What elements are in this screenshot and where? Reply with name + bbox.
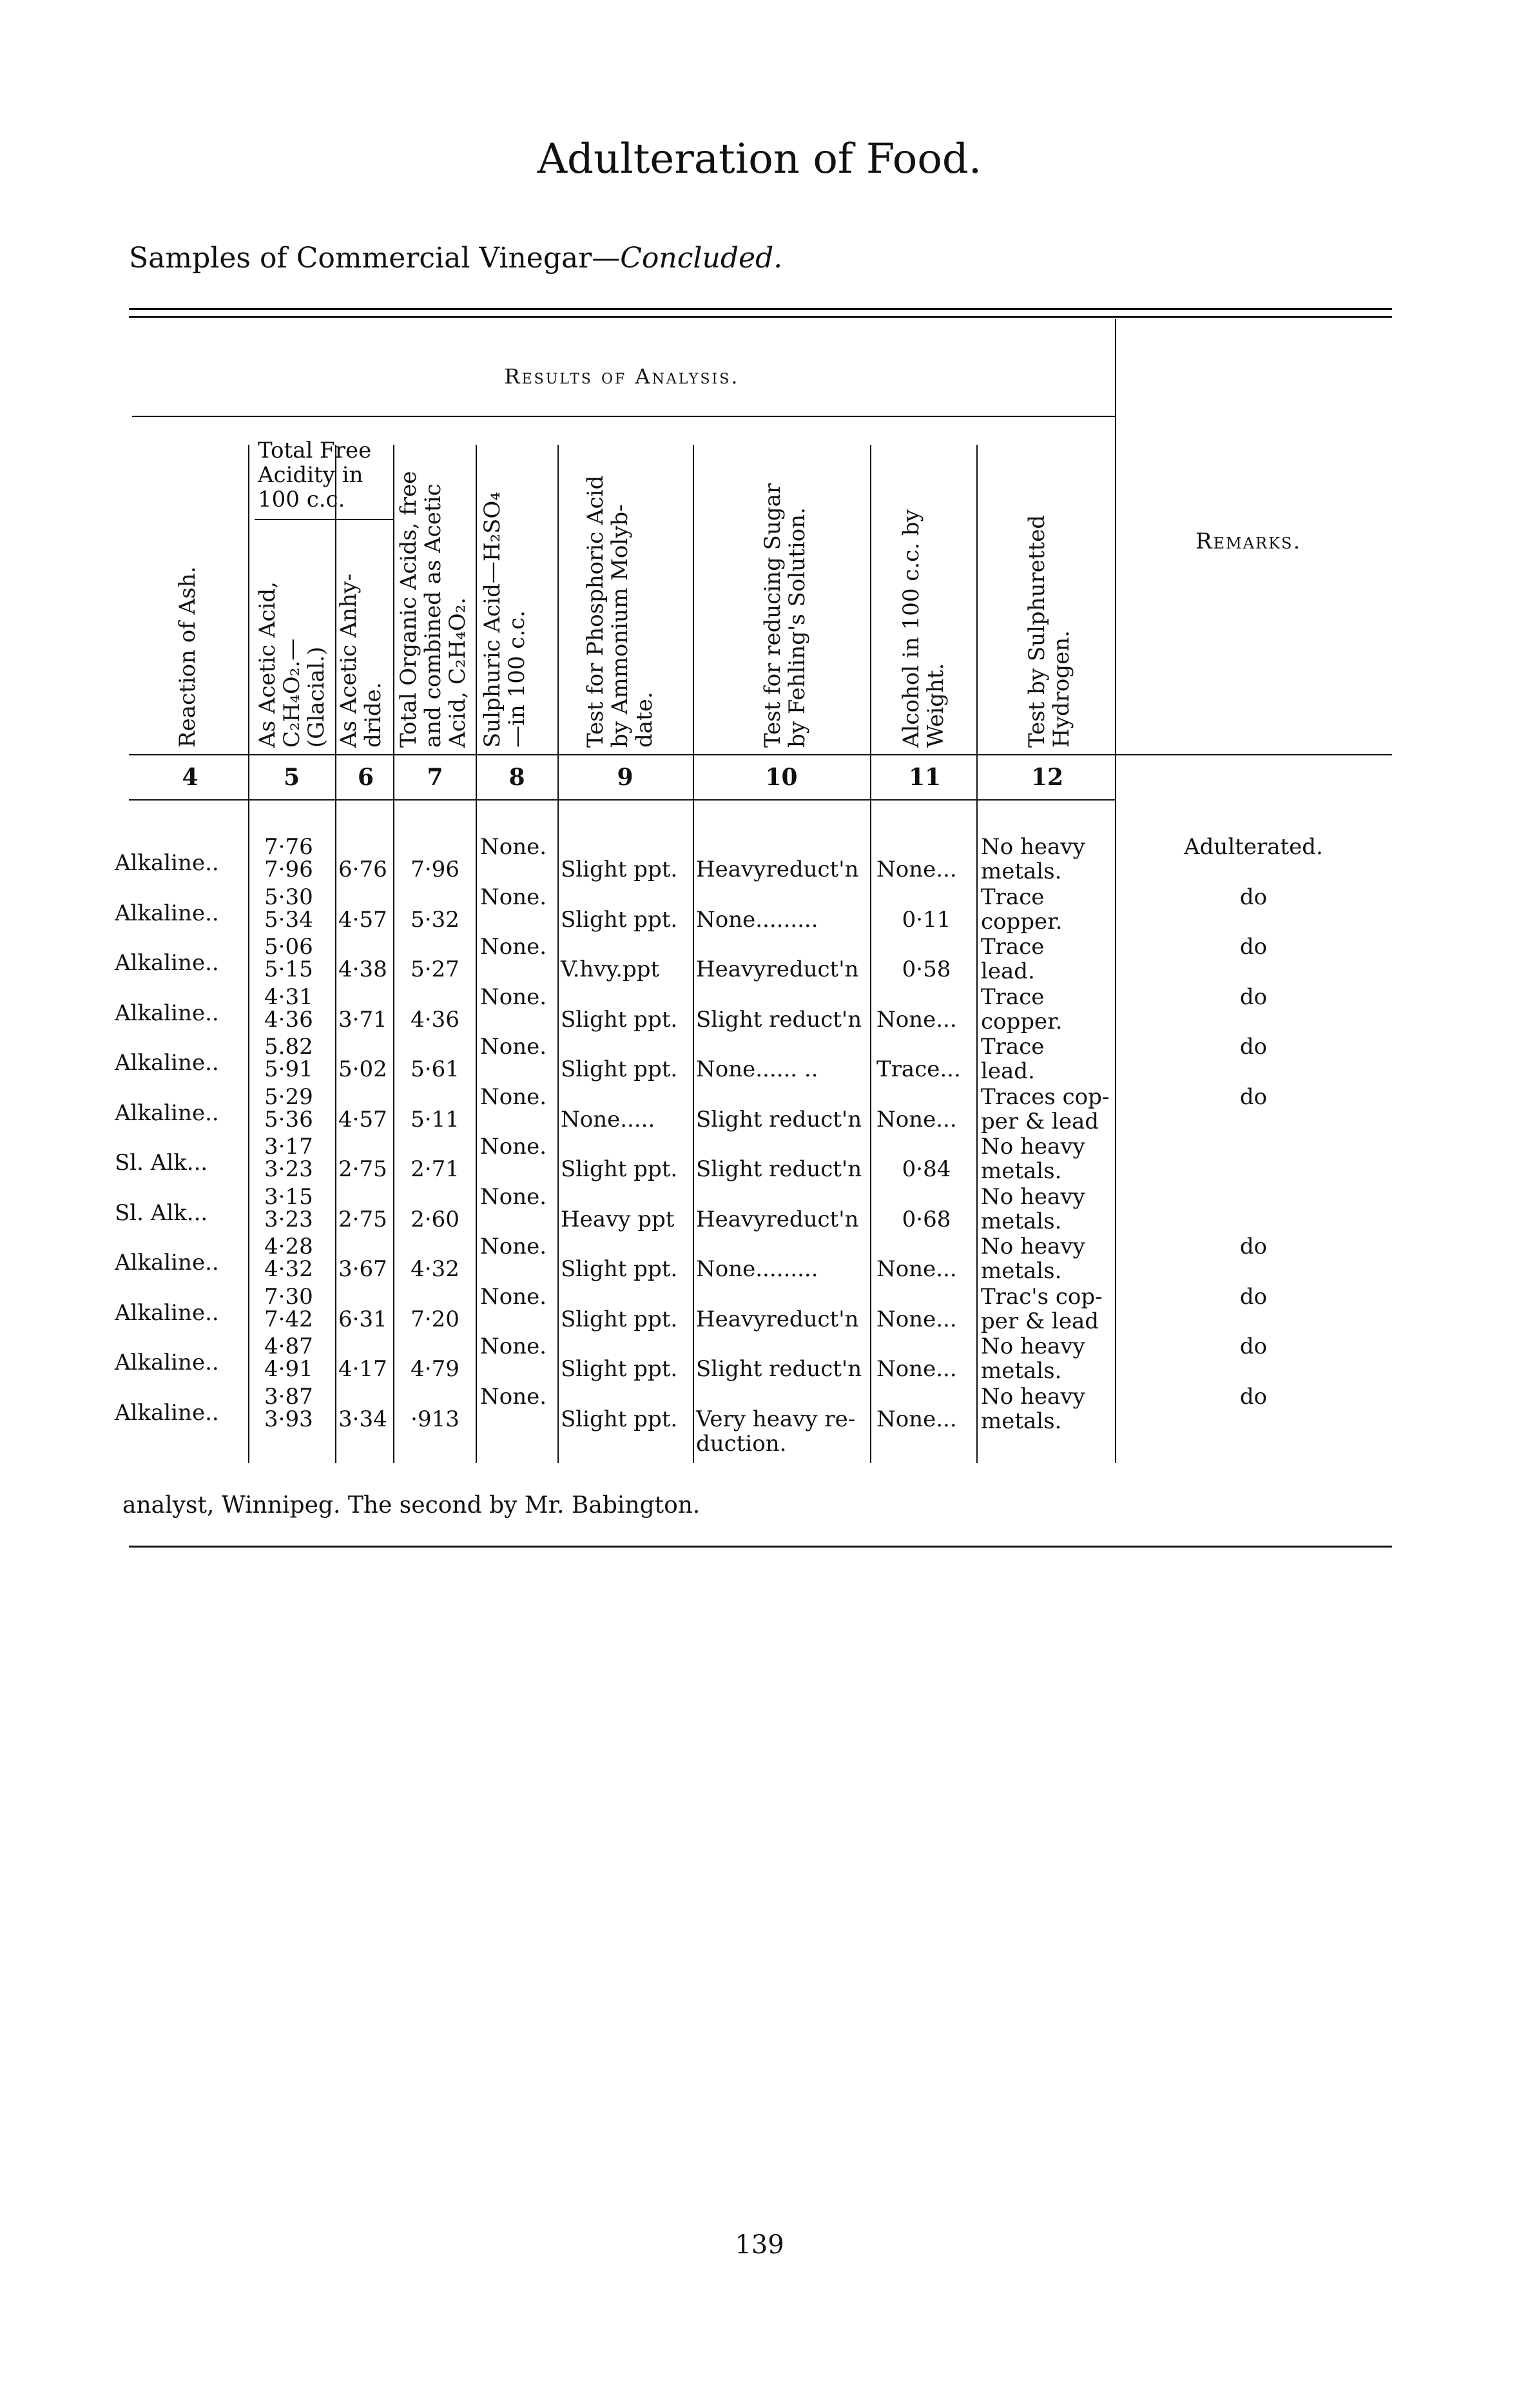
cell-acetic: 4·32 [264, 1256, 313, 1282]
cell-ash: Alkaline.. [115, 1050, 219, 1076]
header-acetic-anhydride: As Acetic Anhy- dride. [336, 574, 386, 748]
cell-phosphoric: Slight ppt. [561, 1356, 678, 1382]
cell-sugar: Slight reduct'n [696, 1106, 862, 1132]
header-reaction-of-ash: Reaction of Ash. [175, 566, 200, 748]
cell-acetic-top: 4·28 [264, 1234, 313, 1259]
cell-sugar: None......... [696, 1256, 818, 1282]
top-rule-2 [129, 316, 1392, 318]
cell-total-organic: 7·20 [411, 1306, 460, 1332]
cell-phosphoric: V.hvy.ppt [561, 956, 660, 982]
cell-total-organic: 4·32 [411, 1256, 460, 1282]
column-number: 12 [1030, 764, 1064, 791]
column-divider [557, 445, 559, 1463]
cell-phosphoric: Slight ppt. [561, 1306, 678, 1332]
cell-sulphuretted: No heavy metals. [981, 834, 1085, 884]
cell-alcohol: None... [876, 1306, 957, 1332]
cell-total-organic: ·913 [411, 1406, 460, 1432]
cell-anhydride: 2·75 [338, 1156, 387, 1182]
cell-anhydride: 4·17 [338, 1356, 387, 1382]
cell-sulphuric: None. [480, 1083, 547, 1110]
cell-ash: Alkaline.. [115, 1399, 219, 1426]
cell-ash: Sl. Alk... [115, 1150, 208, 1176]
column-divider [248, 445, 249, 1463]
column-divider [393, 445, 394, 1463]
cell-ash: Alkaline.. [115, 950, 219, 976]
cell-ash: Alkaline.. [115, 1350, 219, 1375]
cell-alcohol: None... [876, 1406, 957, 1432]
column-divider [976, 445, 978, 1463]
cell-sulphuric: None. [480, 884, 547, 910]
cell-alcohol: None... [876, 857, 957, 882]
cell-total-organic: 4·79 [411, 1356, 460, 1382]
cell-ash: Alkaline.. [115, 900, 219, 926]
cell-sugar: Heavyreduct'n [696, 1306, 859, 1332]
cell-acetic: 5·91 [264, 1056, 313, 1082]
acidity-subrule [255, 519, 393, 520]
cell-remarks: do [1239, 1234, 1268, 1259]
cell-sulphuretted: Traces cop- per & lead [981, 1083, 1110, 1134]
cell-sugar: Slight reduct'n [696, 1006, 862, 1033]
cell-anhydride: 6·76 [338, 857, 387, 882]
cell-alcohol: None... [876, 1256, 957, 1282]
cell-acetic-top: 5.82 [264, 1034, 313, 1060]
column-divider [870, 445, 871, 1463]
cell-remarks: do [1239, 984, 1268, 1010]
page-title: Adulteration of Food. [537, 135, 982, 183]
column-number: 7 [427, 764, 443, 791]
cell-sulphuretted: Trac's cop- per & lead [981, 1283, 1103, 1334]
column-number: 6 [357, 764, 374, 791]
cell-remarks: do [1239, 1334, 1268, 1359]
cell-sulphuric: None. [480, 1234, 547, 1259]
cell-sulphuric: None. [480, 984, 547, 1010]
header-reducing-sugar: Test for reducing Sugar by Fehling's Solution. [760, 483, 810, 748]
cell-sulphuric: None. [480, 934, 547, 960]
cell-acetic: 5·15 [264, 956, 313, 982]
cell-anhydride: 5·02 [338, 1056, 387, 1082]
cell-sulphuretted: No heavy metals. [981, 1383, 1085, 1434]
cell-phosphoric: Slight ppt. [561, 1256, 678, 1282]
cell-total-organic: 4·36 [411, 1006, 460, 1033]
cell-phosphoric: Slight ppt. [561, 1156, 678, 1182]
column-divider [693, 445, 694, 1463]
column-number: 11 [908, 764, 942, 791]
column-number: 10 [765, 764, 798, 791]
cell-phosphoric: Slight ppt. [561, 1006, 678, 1033]
cell-remarks: do [1239, 1034, 1268, 1060]
cell-total-organic: 2·60 [411, 1206, 460, 1232]
cell-sulphuretted: No heavy metals. [981, 1183, 1085, 1234]
cell-sulphuretted: Trace lead. [981, 934, 1045, 984]
cell-anhydride: 6·31 [338, 1306, 387, 1332]
cell-alcohol: 0·84 [902, 1156, 951, 1182]
cell-sulphuretted: No heavy metals. [981, 1234, 1085, 1284]
cell-sulphuric: None. [480, 1283, 547, 1310]
column-number: 9 [617, 764, 634, 791]
cell-sulphuric: None. [480, 834, 547, 860]
cell-acetic: 5·34 [264, 906, 313, 933]
cell-remarks: do [1239, 1283, 1268, 1310]
cell-acetic-top: 5·06 [264, 934, 313, 960]
cell-phosphoric: Slight ppt. [561, 1406, 678, 1432]
cell-sugar: None......... [696, 906, 818, 933]
table-subtitle [129, 242, 782, 275]
cell-acetic: 4·36 [264, 1006, 313, 1033]
cell-alcohol: None... [876, 1006, 957, 1033]
cell-acetic: 5·36 [264, 1106, 313, 1132]
cell-remarks: do [1239, 934, 1268, 960]
cell-sulphuric: None. [480, 1134, 547, 1160]
cell-sugar: Heavyreduct'n [696, 956, 859, 982]
cell-alcohol: None... [876, 1106, 957, 1132]
colnum-rule [129, 799, 1115, 801]
cell-alcohol: Trace... [876, 1056, 961, 1082]
cell-remarks: Adulterated. [1184, 834, 1323, 860]
cell-remarks: do [1239, 884, 1268, 910]
column-divider [1115, 445, 1116, 1463]
cell-ash: Alkaline.. [115, 1100, 219, 1126]
cell-phosphoric: Slight ppt. [561, 857, 678, 882]
header-alcohol: Alcohol in 100 c.c. by Weight. [898, 509, 949, 748]
header-phosphoric-acid: Test for Phosphoric Acid by Ammonium Molyb- date. [583, 475, 657, 748]
cell-acetic-top: 5·29 [264, 1083, 313, 1110]
cell-sulphuretted: No heavy metals. [981, 1334, 1085, 1384]
cell-acetic: 7·96 [264, 857, 313, 882]
cell-anhydride: 3·67 [338, 1256, 387, 1282]
column-divider [476, 445, 477, 1463]
cell-sugar: Slight reduct'n [696, 1356, 862, 1382]
cell-total-organic: 5·61 [411, 1056, 460, 1082]
cell-alcohol: 0·58 [902, 956, 951, 982]
subtitle-main: Samples of Commercial Vinegar— [129, 242, 621, 275]
header-total-free-acidity: Total Free Acidity in 100 c.c. [258, 438, 372, 512]
column-number: 8 [508, 764, 525, 791]
header-remarks: Remarks. [1195, 529, 1302, 554]
cell-anhydride: 2·75 [338, 1206, 387, 1232]
header-sulphuric-acid: Sulphuric Acid—H₂SO₄ —in 100 c.c. [479, 492, 530, 748]
cell-total-organic: 5·27 [411, 956, 460, 982]
bottom-rule [129, 1546, 1392, 1548]
cell-anhydride: 4·38 [338, 956, 387, 982]
cell-acetic-top: 7·30 [264, 1283, 313, 1310]
footnote: analyst, Winnipeg. The second by Mr. Babington. [122, 1492, 701, 1519]
cell-alcohol: 0·11 [902, 906, 951, 933]
top-rule-1 [129, 308, 1392, 310]
column-number: 5 [283, 764, 300, 791]
cell-sulphuretted: Trace copper. [981, 984, 1063, 1034]
cell-sugar: Slight reduct'n [696, 1156, 862, 1182]
cell-acetic-top: 5·30 [264, 884, 313, 910]
cell-sugar: Heavyreduct'n [696, 1206, 859, 1232]
header-sulphuretted-hydrogen: Test by Sulphuretted Hydrogen. [1024, 514, 1074, 748]
cell-acetic: 7·42 [264, 1306, 313, 1332]
cell-phosphoric: Slight ppt. [561, 906, 678, 933]
cell-sugar: Very heavy re- duction. [696, 1406, 856, 1457]
cell-acetic-top: 3·87 [264, 1383, 313, 1410]
results-heading: Results of Analysis. [504, 364, 740, 389]
cell-sulphuretted: No heavy metals. [981, 1134, 1085, 1184]
header-total-organic-acids: Total Organic Acids, free and combined as Acetic Acid, C₂H₄O₂. [396, 471, 470, 748]
page-number: 139 [735, 2230, 784, 2260]
subtitle-italic: Concluded. [620, 242, 783, 275]
cell-anhydride: 4·57 [338, 1106, 387, 1132]
cell-sugar: Heavyreduct'n [696, 857, 859, 882]
cell-phosphoric: Slight ppt. [561, 1056, 678, 1082]
cell-ash: Sl. Alk... [115, 1199, 208, 1226]
cell-acetic-top: 3·17 [264, 1134, 313, 1160]
cell-anhydride: 3·71 [338, 1006, 387, 1033]
column-number: 4 [182, 764, 198, 791]
cell-total-organic: 2·71 [411, 1156, 460, 1182]
cell-sulphuric: None. [480, 1383, 547, 1410]
cell-total-organic: 5·11 [411, 1106, 460, 1132]
cell-anhydride: 4·57 [338, 906, 387, 933]
cell-total-organic: 5·32 [411, 906, 460, 933]
cell-remarks: do [1239, 1083, 1268, 1110]
cell-sulphuric: None. [480, 1334, 547, 1359]
results-rule [132, 416, 1115, 417]
cell-acetic-top: 3·15 [264, 1183, 313, 1210]
cell-acetic: 3·23 [264, 1206, 313, 1232]
cell-phosphoric: Heavy ppt [561, 1206, 675, 1232]
cell-phosphoric: None..... [561, 1106, 655, 1132]
cell-alcohol: 0·68 [902, 1206, 951, 1232]
cell-sulphuretted: Trace lead. [981, 1034, 1045, 1084]
cell-anhydride: 3·34 [338, 1406, 387, 1432]
cell-acetic-top: 7·76 [264, 834, 313, 860]
cell-acetic: 3·23 [264, 1156, 313, 1182]
cell-remarks: do [1239, 1383, 1268, 1410]
cell-ash: Alkaline.. [115, 1000, 219, 1026]
cell-acetic: 3·93 [264, 1406, 313, 1432]
cell-acetic-top: 4·31 [264, 984, 313, 1010]
cell-ash: Alkaline.. [115, 1299, 219, 1326]
cell-acetic-top: 4·87 [264, 1334, 313, 1359]
cell-sulphuric: None. [480, 1034, 547, 1060]
cell-alcohol: None... [876, 1356, 957, 1382]
header-acetic-acid: As Acetic Acid, C₂H₄O₂.— (Glacial.) [255, 581, 329, 748]
cell-ash: Alkaline.. [115, 850, 219, 876]
cell-acetic: 4·91 [264, 1356, 313, 1382]
header-bottom-rule [129, 754, 1392, 755]
cell-sugar: None...... .. [696, 1056, 818, 1082]
cell-ash: Alkaline.. [115, 1250, 219, 1276]
cell-sulphuric: None. [480, 1183, 547, 1210]
cell-sulphuretted: Trace copper. [981, 884, 1063, 935]
cell-total-organic: 7·96 [411, 857, 460, 882]
